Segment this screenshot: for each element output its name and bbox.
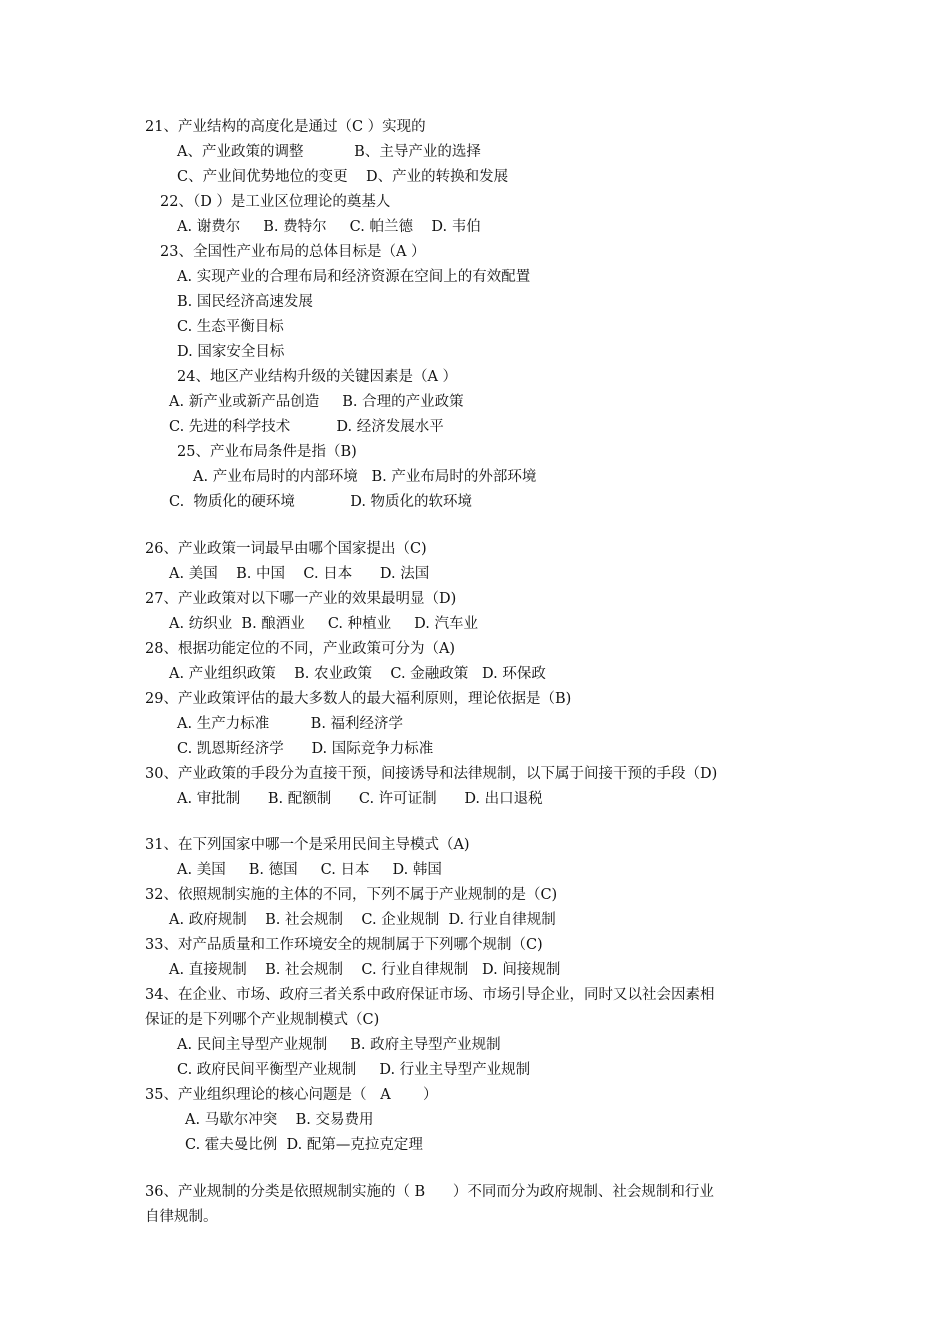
question-28: 28、根据功能定位的不同，产业政策可分为（A) [145, 641, 456, 657]
question-21: 21、产业结构的高度化是通过（C ）实现的 [145, 119, 426, 135]
q35-options-cd: C. 霍夫曼比例 D. 配第—克拉克定理 [185, 1137, 423, 1153]
q23-option-a: A. 实现产业的合理布局和经济资源在空间上的有效配置 [177, 269, 531, 285]
q24-options-ab: A. 新产业或新产品创造 B. 合理的产业政策 [169, 394, 464, 410]
question-29: 29、产业政策评估的最大多数人的最大福利原则，理论依据是（B) [145, 691, 572, 707]
question-22: 22、（D ）是工业区位理论的奠基人 [160, 194, 391, 210]
q34-options-cd: C. 政府民间平衡型产业规制 D. 行业主导型产业规制 [177, 1062, 531, 1078]
question-26: 26、产业政策一词最早由哪个国家提出（C) [145, 541, 427, 557]
q34-options-ab: A. 民间主导型产业规制 B. 政府主导型产业规制 [177, 1037, 501, 1053]
question-32: 32、依照规制实施的主体的不同，下列不属于产业规制的是（C) [145, 887, 558, 903]
question-23: 23、全国性产业布局的总体目标是（A ） [160, 244, 426, 260]
q32-options: A. 政府规制 B. 社会规制 C. 企业规制 D. 行业自律规制 [169, 912, 556, 928]
q25-options-cd: C. 物质化的硬环境 D. 物质化的软环境 [169, 494, 473, 510]
q21-options-cd: C、产业间优势地位的变更 D、产业的转换和发展 [177, 169, 509, 185]
q30-options: A. 审批制 B. 配额制 C. 许可证制 D. 出口退税 [177, 791, 543, 807]
question-35: 35、产业组织理论的核心问题是（ A ） [145, 1087, 438, 1103]
q33-options: A. 直接规制 B. 社会规制 C. 行业自律规制 D. 间接规制 [169, 962, 561, 978]
q31-options: A. 美国 B. 德国 C. 日本 D. 韩国 [177, 862, 442, 878]
q22-options: A. 谢费尔 B. 费特尔 C. 帕兰德 D. 韦伯 [177, 219, 481, 235]
q27-options: A. 纺织业 B. 酿酒业 C. 种植业 D. 汽车业 [169, 616, 478, 632]
question-24: 24、地区产业结构升级的关键因素是（A ） [177, 369, 458, 385]
q25-options-ab: A. 产业布局时的内部环境 B. 产业布局时的外部环境 [193, 469, 537, 485]
question-36-line2: 自律规制。 [145, 1209, 218, 1225]
q21-options-ab: A、产业政策的调整 B、主导产业的选择 [177, 144, 481, 160]
q23-option-d: D. 国家安全目标 [177, 344, 285, 360]
q26-options: A. 美国 B. 中国 C. 日本 D. 法国 [169, 566, 430, 582]
question-27: 27、产业政策对以下哪一产业的效果最明显（D) [145, 591, 457, 607]
q35-options-ab: A. 马歇尔冲突 B. 交易费用 [185, 1112, 374, 1128]
q28-options: A. 产业组织政策 B. 农业政策 C. 金融政策 D. 环保政 [169, 666, 546, 682]
question-34-line2: 保证的是下列哪个产业规制模式（C) [145, 1012, 380, 1028]
question-34-line1: 34、在企业、市场、政府三者关系中政府保证市场、市场引导企业，同时又以社会因素相 [145, 987, 715, 1003]
q24-options-cd: C. 先进的科学技术 D. 经济发展水平 [169, 419, 444, 435]
q29-options-ab: A. 生产力标准 B. 福利经济学 [177, 716, 404, 732]
question-30: 30、产业政策的手段分为直接干预，间接诱导和法律规制，以下属于间接干预的手段（D) [145, 766, 718, 782]
question-36-line1: 36、产业规制的分类是依照规制实施的（ B ）不同而分为政府规制、社会规制和行业 [145, 1184, 714, 1200]
q23-option-b: B. 国民经济高速发展 [177, 294, 313, 310]
question-31: 31、在下列国家中哪一个是采用民间主导模式（A) [145, 837, 470, 853]
q23-option-c: C. 生态平衡目标 [177, 319, 284, 335]
q29-options-cd: C. 凯恩斯经济学 D. 国际竞争力标准 [177, 741, 434, 757]
question-25: 25、产业布局条件是指（B) [177, 444, 357, 460]
question-33: 33、对产品质量和工作环境安全的规制属于下列哪个规制（C) [145, 937, 543, 953]
